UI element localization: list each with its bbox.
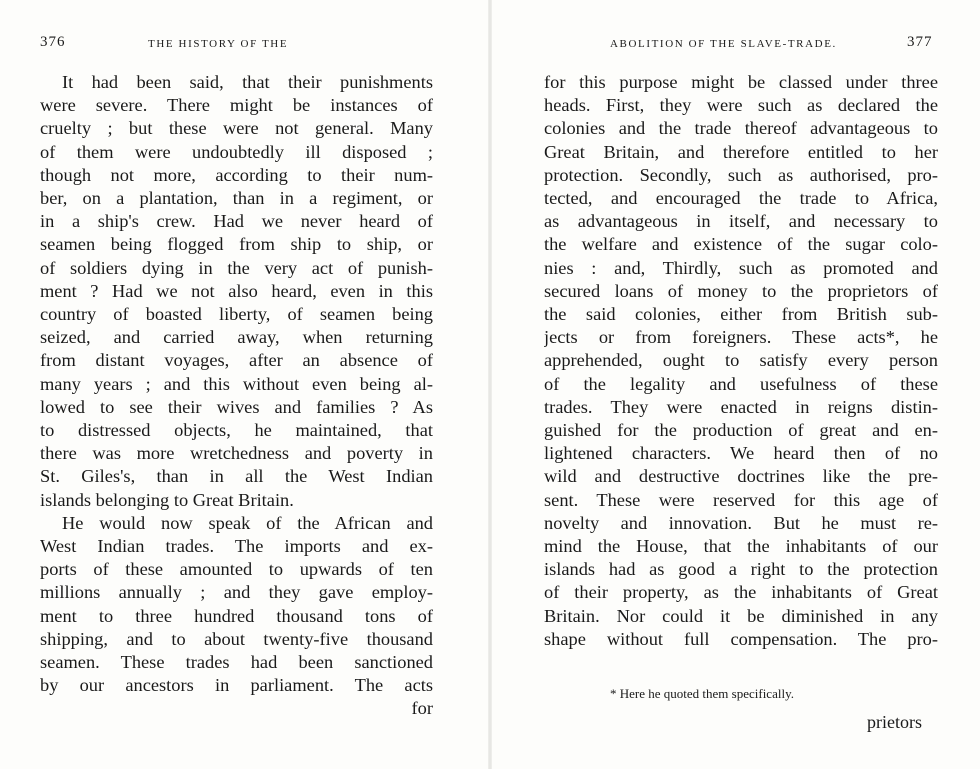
- text-line: shipping, and to about twenty-five thousand: [40, 628, 433, 649]
- text-line: islands belonging to Great Britain.: [40, 489, 294, 510]
- text-line: novelty and innovation. But he must re-: [544, 512, 938, 533]
- text-line: tected, and encouraged the trade to Africa,: [544, 188, 938, 209]
- footnote: * Here he quoted them specifically.: [610, 686, 794, 701]
- running-head-left: THE HISTORY OF THE: [148, 38, 289, 50]
- text-line: colonies and the trade thereof advantageous to: [544, 118, 938, 139]
- catchword-left: for: [411, 698, 433, 719]
- text-line: trades. They were enacted in reigns distin-: [544, 396, 938, 417]
- text-line: West Indian trades. The imports and ex-: [40, 536, 433, 557]
- text-line: to distressed objects, he maintained, that: [40, 420, 433, 441]
- left-page-body: [40, 71, 433, 721]
- text-line: nies : and, Thirdly, such as promoted and: [544, 257, 938, 278]
- text-line: were severe. There might be instances of: [40, 95, 433, 116]
- text-line: lowed to see their wives and families ? As: [40, 396, 433, 417]
- text-line: of soldiers dying in the very act of punish-: [40, 257, 433, 278]
- text-line: He would now speak of the African and: [62, 512, 433, 533]
- text-line: shape without full compensation. The pro-: [544, 628, 938, 649]
- text-line: ber, on a plantation, than in a regiment, or: [40, 188, 433, 209]
- text-line: apprehended, ought to satisfy every person: [544, 350, 938, 371]
- text-line: many years ; and this without even being al-: [40, 373, 433, 394]
- text-line: protection. Secondly, such as authorised, pro-: [544, 164, 938, 185]
- text-line: guished for the production of great and en-: [544, 420, 938, 441]
- right-page: [490, 0, 980, 769]
- running-head-right: ABOLITION OF THE SLAVE-TRADE.: [610, 38, 837, 50]
- text-line: of the legality and usefulness of these: [544, 373, 938, 394]
- text-line: Britain. Nor could it be diminished in any: [544, 605, 938, 626]
- text-line: St. Giles's, than in all the West Indian: [40, 466, 433, 487]
- text-line: seized, and carried away, when returning: [40, 327, 433, 348]
- text-line: the welfare and existence of the sugar colo-: [544, 234, 938, 255]
- text-line: heads. First, they were such as declared the: [544, 95, 938, 116]
- text-line: seamen. These trades had been sanctioned: [40, 652, 433, 673]
- text-line: It had been said, that their punishments: [62, 72, 433, 92]
- text-line: cruelty ; but these were not general. Many: [40, 118, 433, 139]
- text-line: there was more wretchedness and poverty in: [40, 443, 433, 464]
- text-line: mind the House, that the inhabitants of our: [544, 536, 938, 557]
- page-number-left: 376: [40, 34, 66, 50]
- text-line: as advantageous in itself, and necessary to: [544, 211, 938, 232]
- text-line: wild and destructive doctrines like the pre-: [544, 466, 938, 487]
- text-line: though not more, according to their num-: [40, 164, 433, 185]
- text-line: ment to three hundred thousand tons of: [40, 605, 433, 626]
- text-line: lightened characters. We heard then of no: [544, 443, 938, 464]
- page-number-right: 377: [907, 34, 933, 50]
- text-line: of their property, as the inhabitants of Great: [544, 582, 938, 603]
- text-line: for this purpose might be classed under three: [544, 72, 938, 92]
- text-line: from distant voyages, after an absence of: [40, 350, 433, 371]
- text-line: islands had as good a right to the protection: [544, 559, 938, 580]
- catchword-right: prietors: [867, 712, 922, 732]
- text-line: ports of these amounted to upwards of ten: [40, 559, 433, 580]
- text-line: millions annually ; and they gave employ-: [40, 582, 433, 603]
- text-line: of them were undoubtedly ill disposed ;: [40, 141, 433, 162]
- text-line: country of boasted liberty, of seamen being: [40, 304, 433, 325]
- text-line: Great Britain, and therefore entitled to her: [544, 141, 938, 162]
- right-page-body: [544, 71, 938, 651]
- text-line: the said colonies, either from British sub-: [544, 304, 938, 325]
- text-line: secured loans of money to the proprietors of: [544, 280, 938, 301]
- text-line: seamen being flogged from ship to ship, or: [40, 234, 433, 255]
- text-line: sent. These were reserved for this age of: [544, 489, 938, 510]
- text-line: by our ancestors in parliament. The acts: [40, 675, 433, 696]
- text-line: jects or from foreigners. These acts*, he: [544, 327, 938, 348]
- text-line: in a ship's crew. Had we never heard of: [40, 211, 433, 232]
- text-line: ment ? Had we not also heard, even in this: [40, 280, 433, 301]
